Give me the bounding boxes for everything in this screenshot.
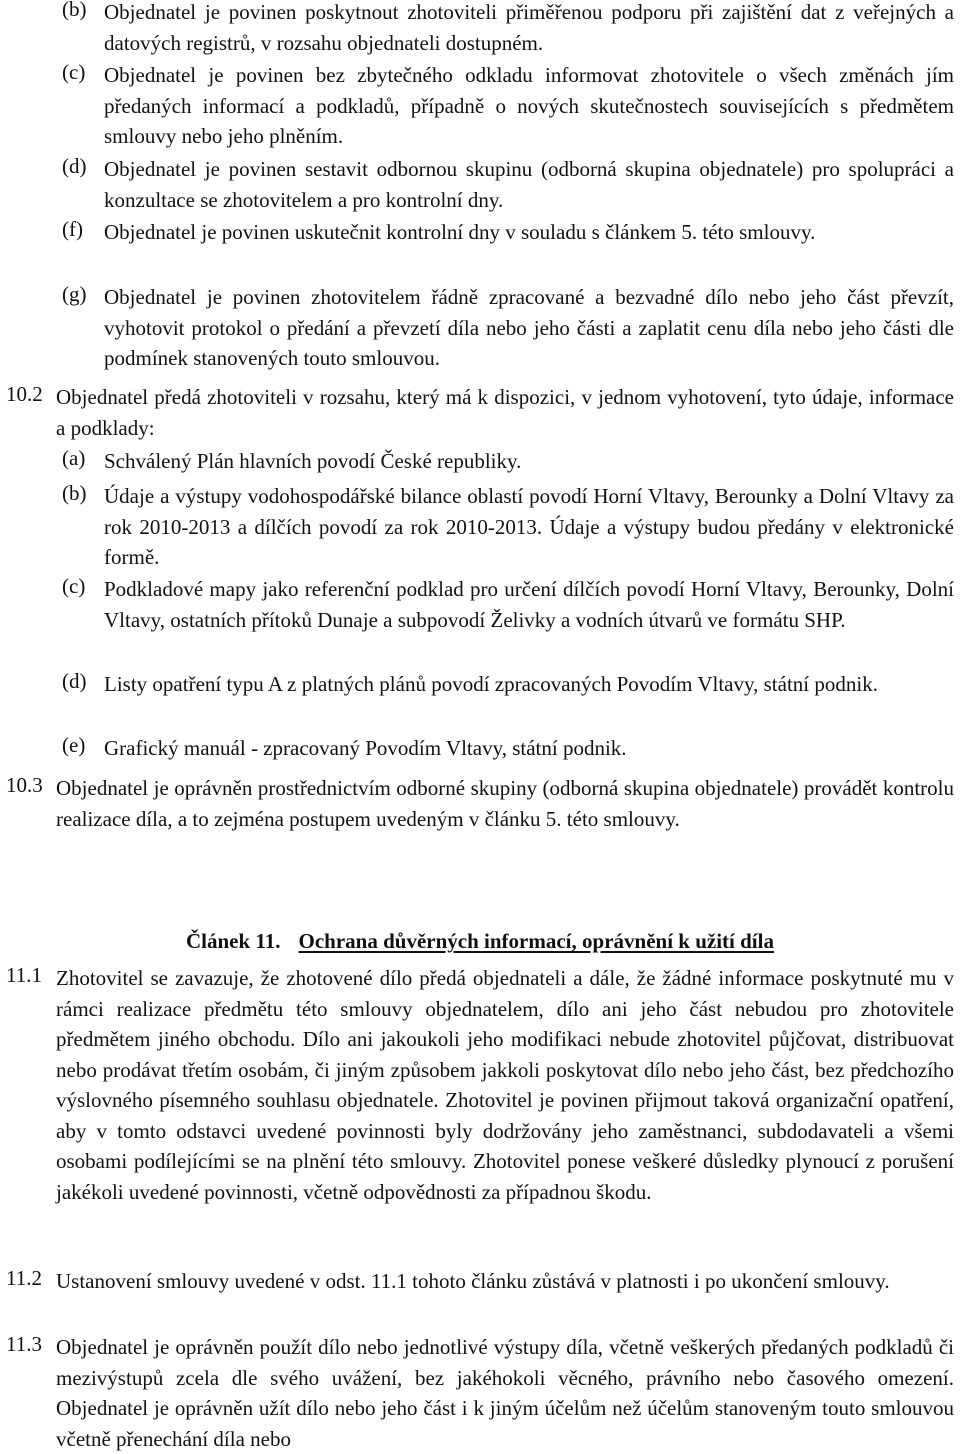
item-label: (d)	[62, 669, 87, 693]
item-label: (g)	[62, 282, 87, 306]
item-text: Grafický manuál - zpracovaný Povodím Vltavy, státní podnik.	[104, 736, 627, 760]
item-label: (e)	[62, 733, 86, 757]
clause-10-1-c	[62, 60, 954, 152]
item-text: Objednatel je povinen poskytnout zhotoviteli přiměřenou podporu při zajištění dat z veřejných a datových registrů, v rozsahu objednateli dostupném.	[104, 0, 954, 55]
section-10-3	[6, 773, 954, 834]
section-number: 10.3	[6, 773, 43, 797]
clause-10-2-a	[62, 446, 954, 477]
item-text: Objednatel je povinen bez zbytečného odkladu informovat zhotovitele o všech změnách jím předaných informací a podkladů, případně o nových skutečnostech souvisejících s předmětem smlouvy nebo jeho plněním.	[104, 63, 954, 148]
section-11-3	[6, 1332, 954, 1454]
item-text: Schválený Plán hlavních povodí České republiky.	[104, 449, 522, 473]
clause-10-1-b	[62, 0, 954, 58]
section-text: Zhotovitel se zavazuje, že zhotovené dílo předá objednateli a dále, že žádné informace poskytnuté mu v rámci realizace předmětu této smlouvy objednatelem, dílo ani jeho část nebudou pro zhotovitele předmětem jiného obchodu. Dílo ani jakoukoli jeho modifikaci nebude zhotovitel půjčovat, distribuovat nebo prodávat třetím osobám, či jiným způsobem jakkoli poskytovat dílo nebo jeho část, bez předchozího výslovného písemného souhlasu objednatele. Zhotovitel je povinen přijmout taková organizační opatření, aby v tomto odstavci uvedené povinnosti byly dodržovány jeho zaměstnanci, subdodavateli a všemi osobami podílejícími se na plnění této smlouvy. Zhotovitel ponese veškeré důsledky plynoucí z porušení jakékoli uvedené povinnosti, včetně odpovědnosti za případnou škodu.	[56, 966, 954, 1204]
section-text: Objednatel předá zhotoviteli v rozsahu, který má k dispozici, v jednom vyhotovení, tyto údaje, informace a podklady:	[56, 385, 954, 440]
section-number: 10.2	[6, 382, 43, 406]
item-label: (b)	[62, 481, 87, 505]
item-text: Objednatel je povinen zhotovitelem řádně zpracované a bezvadné dílo nebo jeho část převzít, vyhotovit protokol o předání a převzetí díla nebo jeho části a zaplatit cenu díla nebo jeho části dle podmínek stanovených touto smlouvou.	[104, 285, 954, 370]
section-10-2	[6, 382, 954, 443]
item-label: (d)	[62, 154, 87, 178]
clause-10-1-g	[62, 282, 954, 374]
section-number: 11.1	[6, 963, 42, 987]
section-text: Objednatel je oprávněn použít dílo nebo jednotlivé výstupy díla, včetně veškerých předaných podkladů či mezivýstupů zcela dle svého uvážení, bez jakéhokoli věcného, právního nebo časového omezení. Objednatel je oprávněn užít dílo nebo jeho část i k jiným účelům než účelům stanoveným touto smlouvou včetně přenechání díla nebo	[56, 1335, 954, 1451]
section-number: 11.3	[6, 1332, 42, 1356]
item-label: (c)	[62, 574, 86, 598]
section-number: 11.2	[6, 1266, 42, 1290]
item-text: Podkladové mapy jako referenční podklad pro určení dílčích povodí Horní Vltavy, Berounky, Dolní Vltavy, ostatních přítoků Dunaje a subpovodí Želivky a vodních útvarů ve formátu SHP.	[104, 577, 954, 632]
item-label: (a)	[62, 446, 86, 470]
section-text: Ustanovení smlouvy uvedené v odst. 11.1 tohoto článku zůstává v platnosti i po ukončení smlouvy.	[56, 1269, 890, 1293]
clause-10-1-d	[62, 154, 954, 215]
item-text: Objednatel je povinen sestavit odbornou skupinu (odborná skupina objednatele) pro spolupráci a konzultace se zhotovitelem a pro kontrolní dny.	[104, 157, 954, 212]
item-label: (c)	[62, 60, 86, 84]
item-label: (f)	[62, 217, 83, 241]
item-text: Objednatel je povinen uskutečnit kontrolní dny v souladu s článkem 5. této smlouvy.	[104, 220, 816, 244]
section-text: Objednatel je oprávněn prostřednictvím odborné skupiny (odborná skupina objednatele) provádět kontrolu realizace díla, a to zejména postupem uvedeným v článku 5. této smlouvy.	[56, 776, 954, 831]
item-text: Údaje a výstupy vodohospodářské bilance oblastí povodí Horní Vltavy, Berounky a Dolní Vltavy za rok 2010-2013 a dílčích povodí za rok 2010-2013. Údaje a výstupy budou předány v elektronické formě.	[104, 484, 954, 569]
clause-10-1-f	[62, 217, 954, 248]
clause-10-2-c	[62, 574, 954, 635]
section-11-2	[6, 1266, 954, 1297]
article-title: Ochrana důvěrných informací, oprávnění k užití díla	[298, 929, 774, 953]
article-heading	[0, 926, 960, 956]
item-text: Listy opatření typu A z platných plánů povodí zpracovaných Povodím Vltavy, státní podnik.	[104, 672, 878, 696]
clause-10-2-e	[62, 733, 954, 764]
clause-10-2-d	[62, 669, 954, 700]
section-11-1	[6, 963, 954, 1207]
item-label: (b)	[62, 0, 87, 21]
clause-10-2-b	[62, 481, 954, 573]
article-number: Článek 11.	[186, 929, 281, 953]
